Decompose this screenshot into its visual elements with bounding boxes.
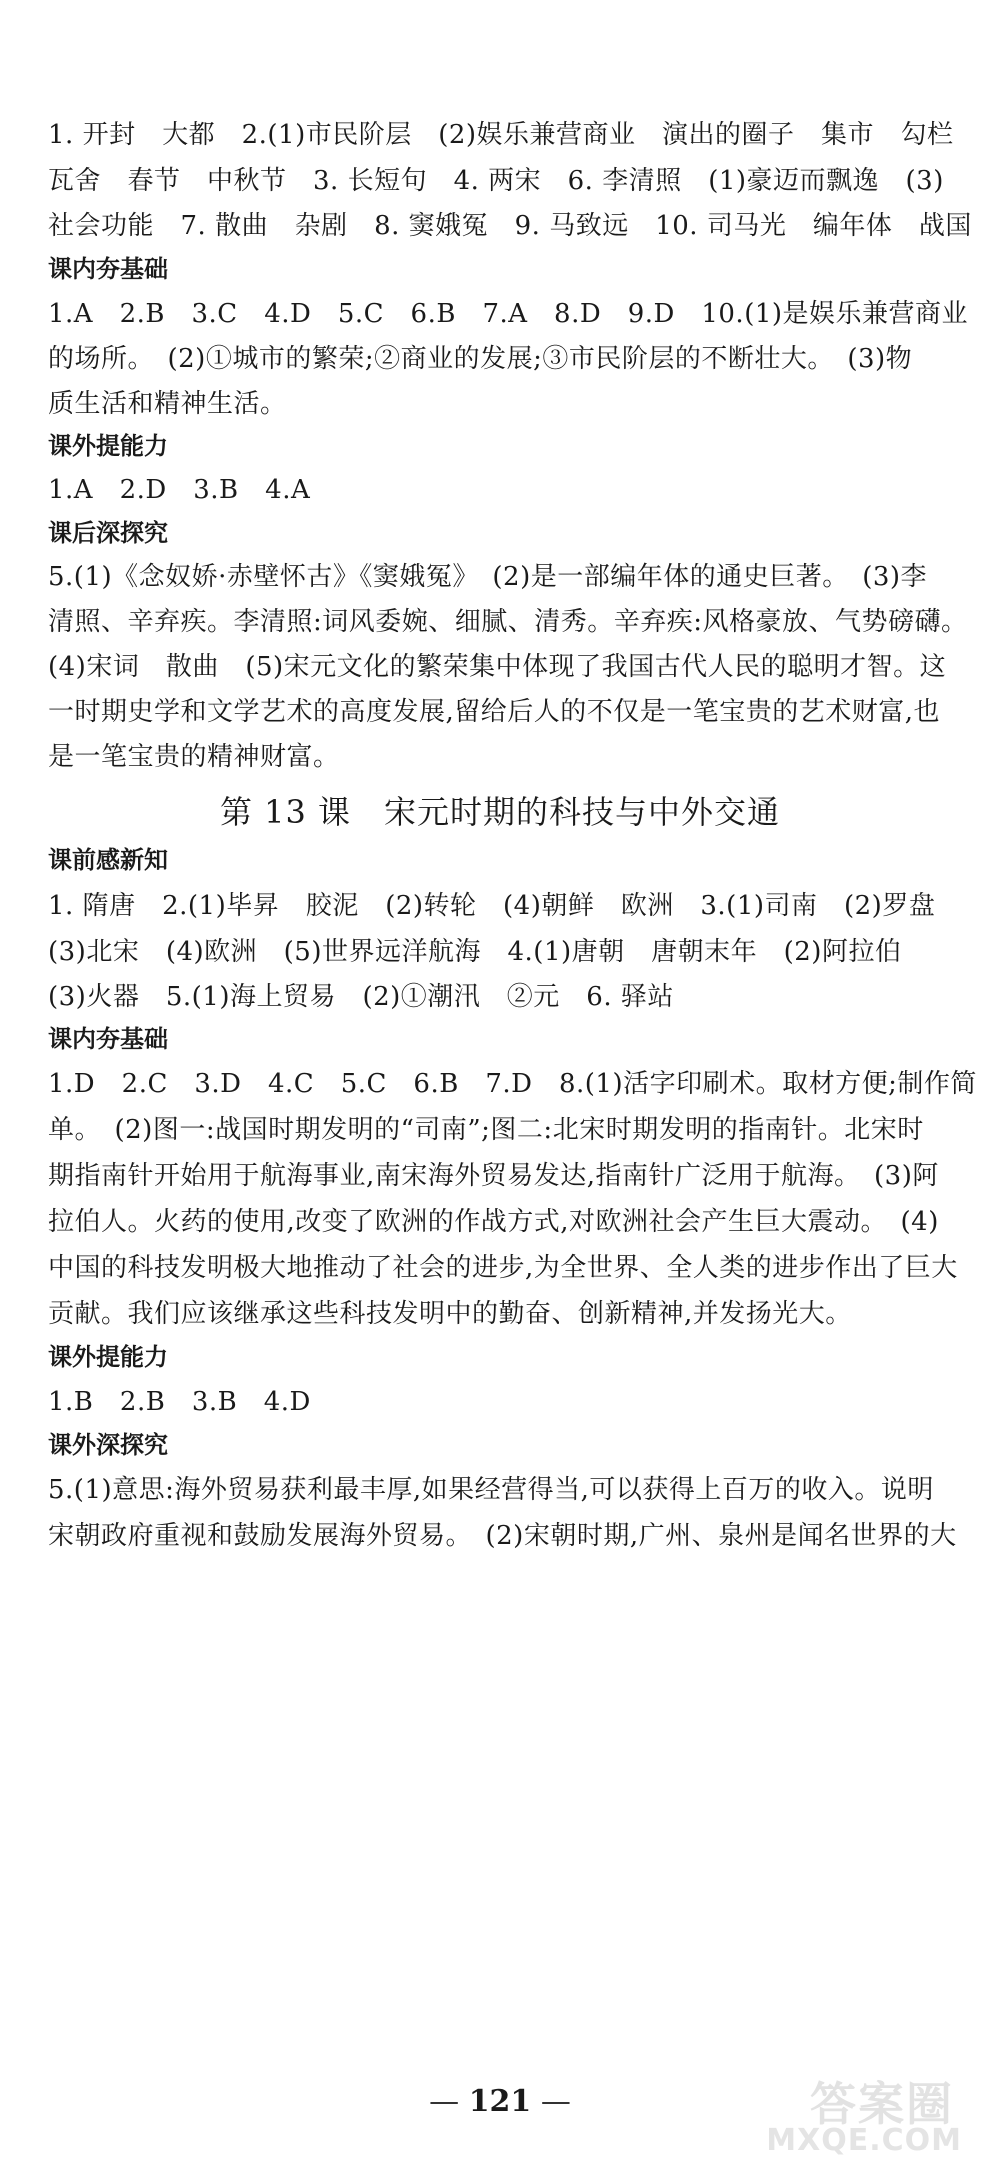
answer-line: 是一笔宝贵的精神财富。: [48, 742, 340, 772]
answer-line: 单。 (2)图一:战国时期发明的“司南”;图二:北宋时期发明的指南针。北宋时: [48, 1115, 924, 1145]
answer-line: 一时期史学和文学艺术的高度发展,留给后人的不仅是一笔宝贵的艺术财富,也: [48, 697, 941, 727]
answer-line: 1.A 2.B 3.C 4.D 5.C 6.B 7.A 8.D 9.D 10.(1)是娱乐兼营商业: [48, 299, 969, 329]
answer-line: 贡献。我们应该继承这些科技发明中的勤奋、创新精神,并发扬光大。: [48, 1299, 852, 1329]
answer-line: (3)火器 5.(1)海上贸易 (2)①潮汛 ②元 6. 驿站: [48, 982, 674, 1012]
section-heading: 课外深探究: [48, 1431, 168, 1459]
answer-line: 1.A 2.D 3.B 4.A: [48, 475, 311, 505]
section-heading: 课外提能力: [48, 432, 168, 460]
page-number-dash-right: —: [531, 2084, 571, 2119]
answer-line: 拉伯人。火药的使用,改变了欧洲的作战方式,对欧洲社会产生巨大震动。 (4): [48, 1207, 939, 1237]
answer-line: 的场所。 (2)①城市的繁荣;②商业的发展;③市民阶层的不断壮大。 (3)物: [48, 344, 913, 374]
answer-line: 1. 开封 大都 2.(1)市民阶层 (2)娱乐兼营商业 演出的圈子 集市 勾栏: [48, 120, 954, 150]
answer-line: 1.D 2.C 3.D 4.C 5.C 6.B 7.D 8.(1)活字印刷术。取材方便;制作简: [48, 1069, 977, 1099]
section-heading: 课内夯基础: [48, 1025, 168, 1053]
watermark-logo: [732, 2068, 982, 2158]
answer-line: 1. 隋唐 2.(1)毕昇 胶泥 (2)转轮 (4)朝鲜 欧洲 3.(1)司南 (2)罗盘: [48, 891, 936, 921]
page-number-dash-left: —: [429, 2084, 469, 2119]
watermark-cn-text: 答案圈: [810, 2077, 954, 2131]
answer-line: (3)北宋 (4)欧洲 (5)世界远洋航海 4.(1)唐朝 唐朝末年 (2)阿拉伯: [48, 937, 902, 967]
answer-line: (4)宋词 散曲 (5)宋元文化的繁荣集中体现了我国古代人民的聪明才智。这: [48, 652, 947, 682]
answer-line: 清照、辛弃疾。李清照:词风委婉、细腻、清秀。辛弃疾:风格豪放、气势磅礴。: [48, 607, 968, 637]
section-heading: 课前感新知: [48, 846, 168, 874]
answer-line: 宋朝政府重视和鼓励发展海外贸易。 (2)宋朝时期,广州、泉州是闻名世界的大: [48, 1521, 957, 1551]
section-heading: 课后深探究: [48, 519, 168, 547]
answer-line: 1.B 2.B 3.B 4.D: [48, 1387, 311, 1417]
watermark-en-text: MXQE.COM: [766, 2123, 962, 2158]
answer-line: 社会功能 7. 散曲 杂剧 8. 窦娥冤 9. 马致远 10. 司马光 编年体 战国: [48, 211, 972, 241]
section-heading: 课内夯基础: [48, 255, 168, 283]
answer-line: 瓦舍 春节 中秋节 3. 长短句 4. 两宋 6. 李清照 (1)豪迈而飘逸 (3): [48, 166, 944, 196]
section-heading: 课外提能力: [48, 1343, 168, 1371]
answer-line: 质生活和精神生活。: [48, 389, 287, 419]
answer-line: 期指南针开始用于航海事业,南宋海外贸易发达,指南针广泛用于航海。 (3)阿: [48, 1161, 939, 1191]
page-number-value: 121: [468, 2084, 532, 2119]
answer-line: 中国的科技发明极大地推动了社会的进步,为全世界、全人类的进步作出了巨大: [48, 1253, 958, 1283]
lesson-title: 第 13 课 宋元时期的科技与中外交通: [219, 793, 781, 831]
answer-line: 5.(1)意思:海外贸易获利最丰厚,如果经营得当,可以获得上百万的收入。说明: [48, 1475, 934, 1505]
answer-line: 5.(1)《念奴娇·赤壁怀古》《窦娥冤》 (2)是一部编年体的通史巨著。 (3)李: [48, 562, 928, 592]
